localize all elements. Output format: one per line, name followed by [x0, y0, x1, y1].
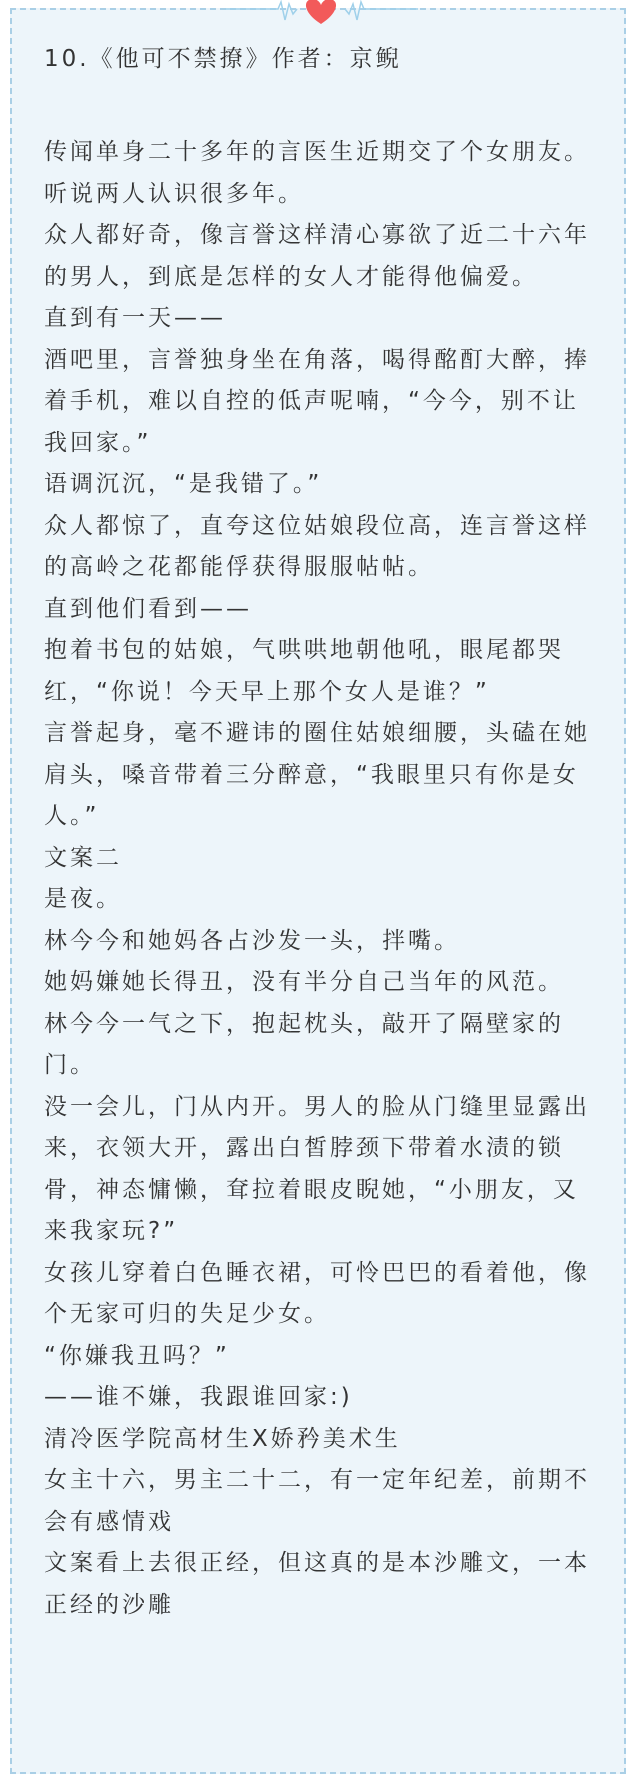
paragraph: 抱着书包的姑娘，气哄哄地朝他吼，眼尾都哭红，“你说！今天早上那个女人是谁？”: [44, 637, 564, 705]
paragraph: ——谁不嫌，我跟谁回家:): [44, 1384, 353, 1410]
paragraph: “你嫌我丑吗？”: [44, 1342, 230, 1369]
article-title: 10.《他可不禁撩》作者：京鲵: [44, 46, 402, 72]
paragraph: 她妈嫌她长得丑，没有半分自己当年的风范。: [44, 969, 564, 995]
paragraph: 是夜。: [44, 886, 122, 912]
paragraph: 言誉起身，毫不避讳的圈住姑娘细腰，头磕在她肩头，嗓音带着三分醉意，“我眼里只有你是女人。”: [44, 720, 590, 829]
paragraph: 文案二: [44, 844, 122, 871]
paragraph: 林今今和她妈各占沙发一头，拌嘴。: [44, 927, 460, 954]
paragraph: 文案看上去很正经，但这真的是本沙雕文，一本正经的沙雕: [44, 1550, 590, 1618]
paragraph: 传闻单身二十多年的言医生近期交了个女朋友。: [44, 139, 590, 165]
article-content: [44, 38, 604, 1626]
paragraph: 女主十六，男主二十二，有一定年纪差，前期不会有感情戏: [44, 1467, 590, 1535]
paragraph: 女孩儿穿着白色睡衣裙，可怜巴巴的看着他，像个无家可归的失足少女。: [44, 1259, 590, 1327]
paragraph: 清冷医学院高材生X娇矜美术生: [44, 1425, 401, 1452]
paragraph: 众人都惊了，直夸这位姑娘段位高，连言誉这样的高岭之花都能俘获得服服帖帖。: [44, 512, 590, 580]
paragraph: 听说两人认识很多年。: [44, 180, 304, 207]
heartbeat-heart-icon: [0, 0, 640, 28]
paragraph: 直到他们看到——: [44, 595, 252, 622]
paragraph: 众人都好奇，像言誉这样清心寡欲了近二十六年的男人，到底是怎样的女人才能得他偏爱。: [44, 222, 590, 290]
paragraph: 酒吧里，言誉独身坐在角落，喝得酩酊大醉，捧着手机，难以自控的低声呢喃，“今今，别不让我回家。”: [44, 346, 590, 456]
paragraph: 语调沉沉，“是我错了。”: [44, 471, 323, 497]
paragraph: 没一会儿，门从内开。男人的脸从门缝里显露出来，衣领大开，露出白皙脖颈下带着水渍的锁骨，神态慵懒，耷拉着眼皮睨她，“小朋友，又来我家玩?”: [44, 1093, 590, 1244]
paragraph: 林今今一气之下，抱起枕头，敲开了隔壁家的门。: [44, 1010, 564, 1078]
article-body: [44, 132, 604, 1626]
paragraph: 直到有一天——: [44, 305, 226, 331]
